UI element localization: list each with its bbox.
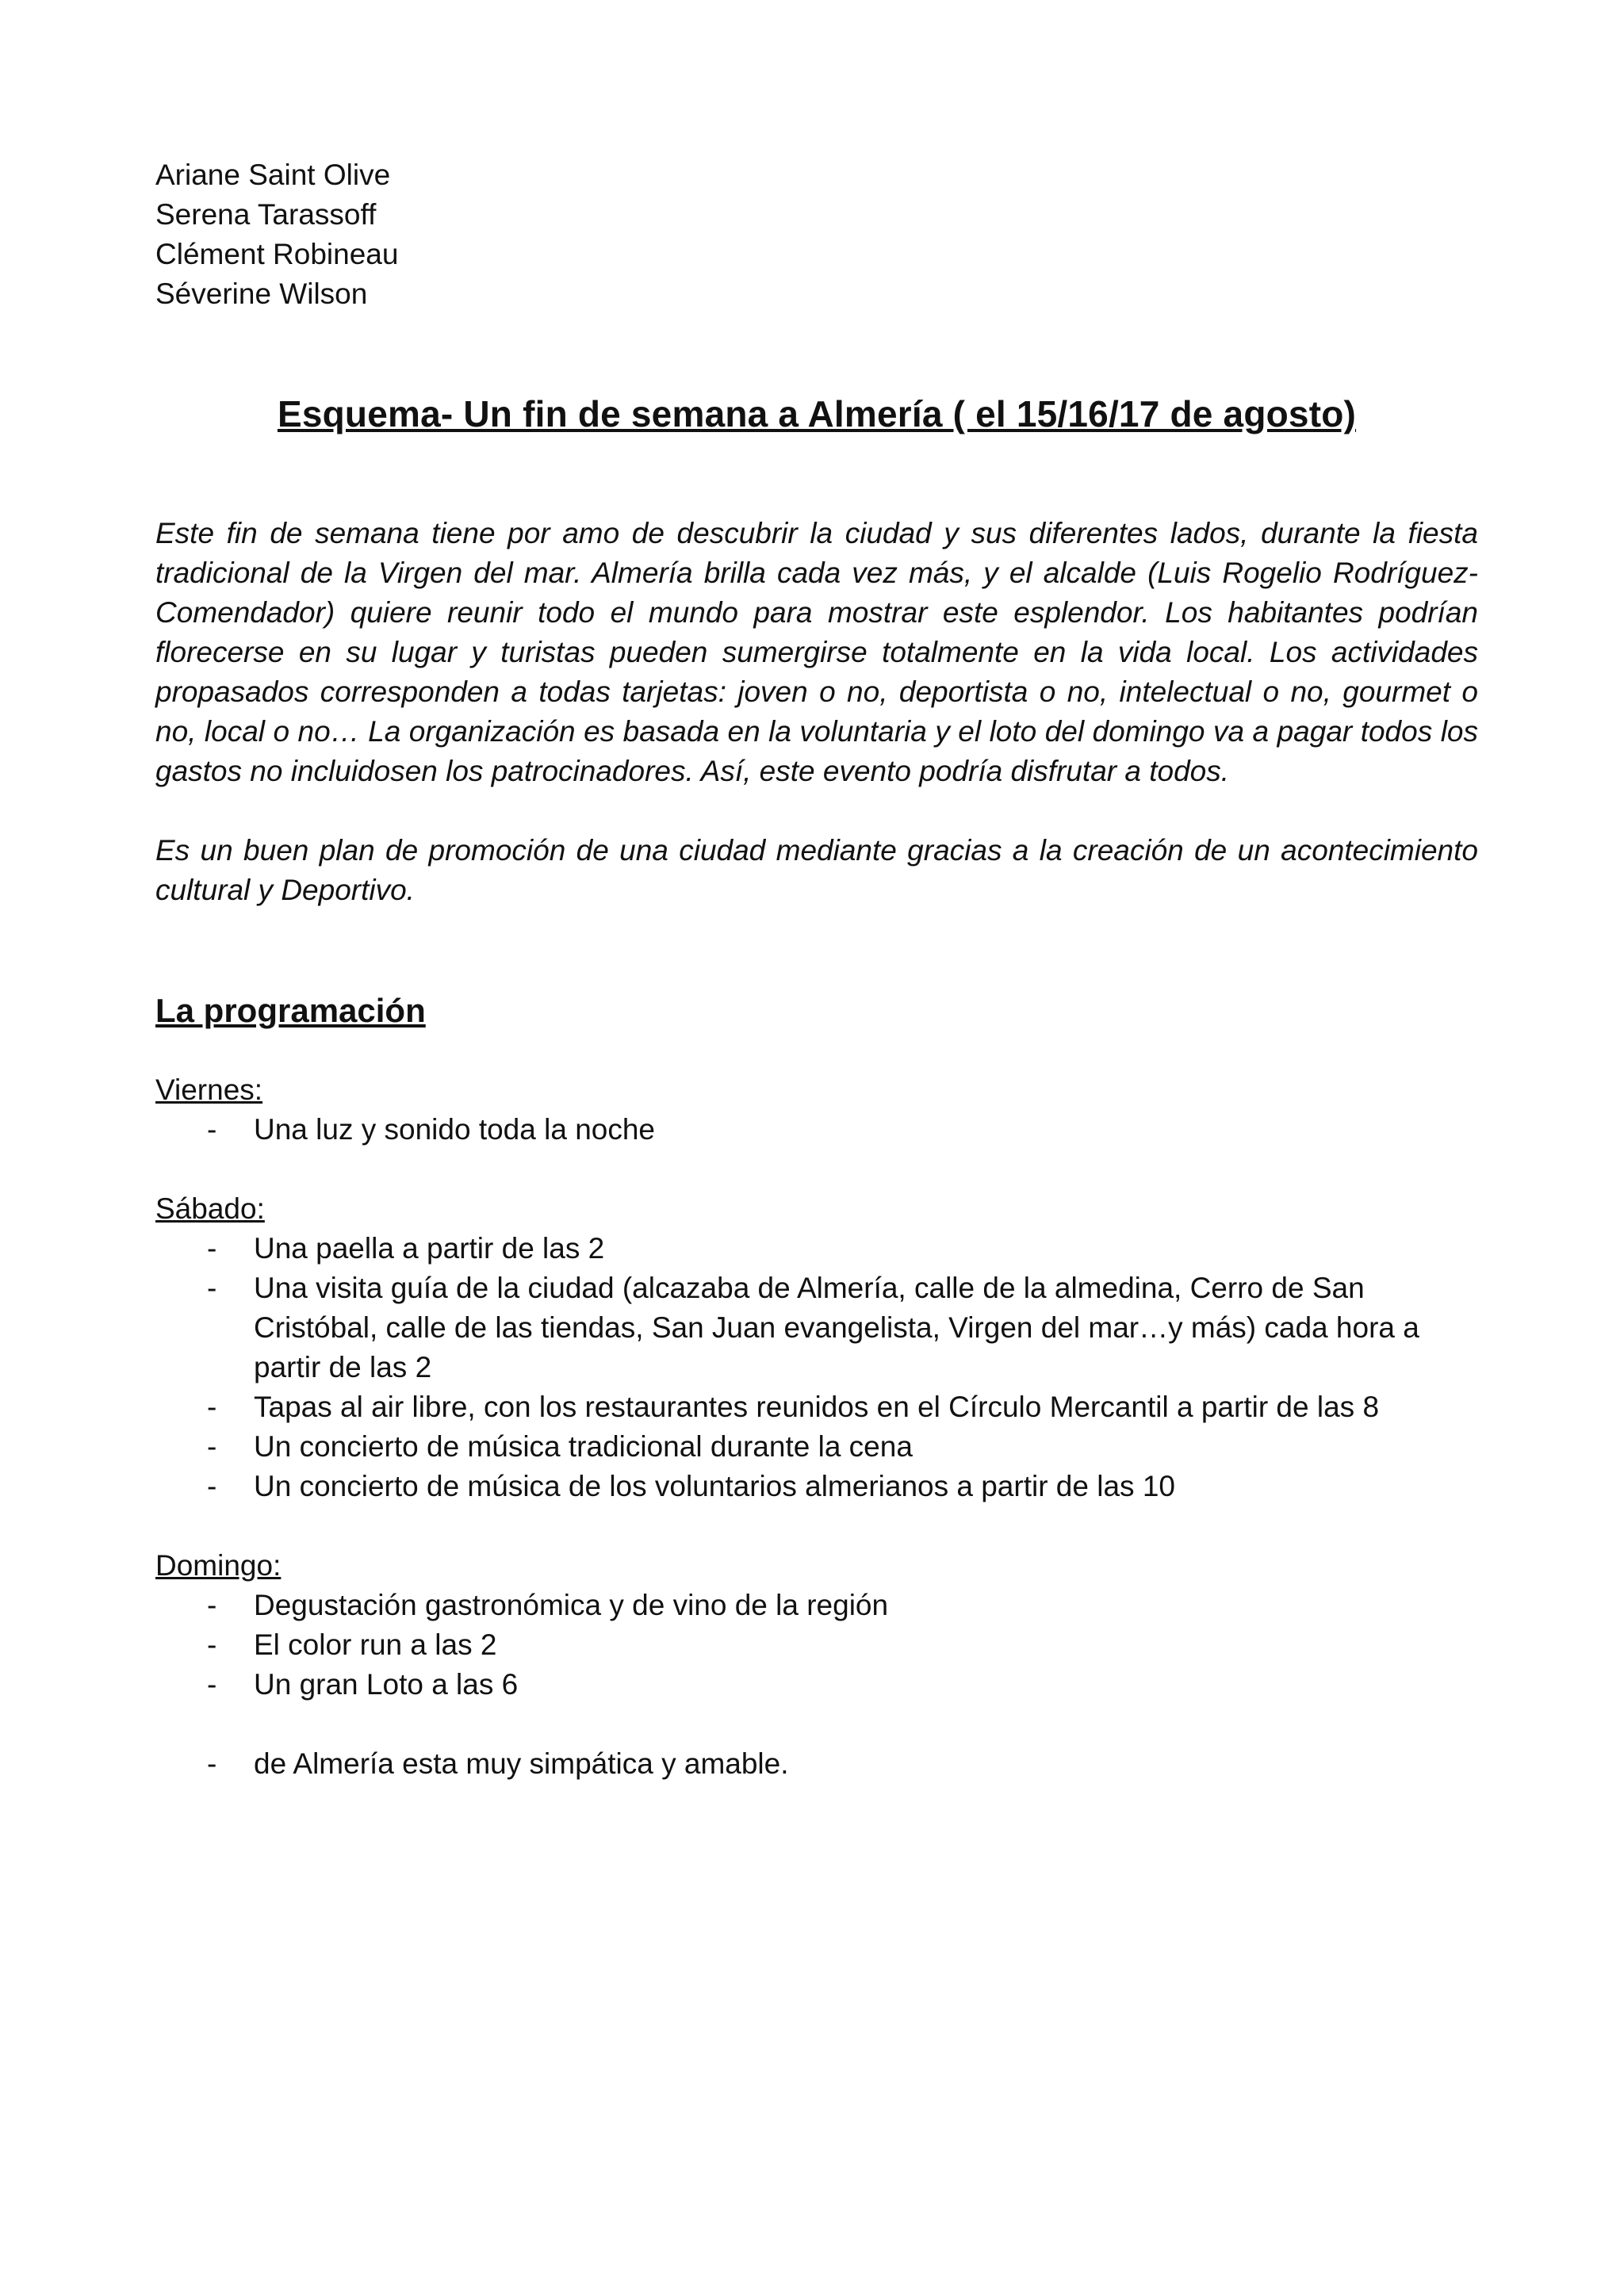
day-title: Sábado: xyxy=(155,1192,265,1225)
bullet-dash: - xyxy=(207,1113,217,1146)
intro-paragraph: Es un buen plan de promoción de una ciudad mediante gracias a la creación de un acontecimiento cultural y Deportivo. xyxy=(155,834,1478,906)
author-list xyxy=(155,155,1478,314)
bullet-dash: - xyxy=(207,1589,217,1621)
activity-item xyxy=(155,1744,1478,1784)
activity-list xyxy=(155,1110,1478,1150)
activity-text: Una visita guía de la ciudad (alcazaba de Almería, calle de la almedina, Cerro de San Cristóbal, calle de las tiendas, San Juan evangelista, Virgen del mar…y más) cada hora a partir de las 2 xyxy=(254,1272,1419,1383)
activity-text: Tapas al air libre, con los restaurantes reunidos en el Círculo Mercantil a partir de las 8 xyxy=(254,1391,1380,1423)
extra-list xyxy=(155,1744,1478,1784)
author-name: Séverine Wilson xyxy=(155,277,368,310)
activity-item xyxy=(155,1427,1478,1467)
activity-text: Degustación gastronómica y de vino de la región xyxy=(254,1589,889,1621)
author-name: Serena Tarassoff xyxy=(155,198,377,231)
intro-section xyxy=(155,514,1478,910)
activity-text: Un gran Loto a las 6 xyxy=(254,1668,519,1701)
activity-list xyxy=(155,1586,1478,1705)
bullet-dash: - xyxy=(207,1470,217,1502)
day-domingo xyxy=(155,1546,1478,1705)
intro-paragraph: Este fin de semana tiene por amo de descubrir la ciudad y sus diferentes lados, durante la fiesta tradicional de la Virgen del mar. Almería brilla cada vez más, y el alcalde (Luis Rogelio Rodríguez-Comendador) quiere reunir todo el mundo para mostrar este esplendor. Los habitantes podrían florecerse en su lugar y turistas pueden sumergirse totalmente en la vida local. Los actividades propasados corresponden a todas tarjetas: joven o no, deportista o no, intelectual o no, gourmet o no, local o no… La organización es basada en la voluntaria y el loto del domingo va a pagar todos los gastos no incluidosen los patrocinadores. Así, este evento podría disfrutar a todos. xyxy=(155,517,1478,787)
activity-item xyxy=(155,1467,1478,1506)
activity-item xyxy=(155,1110,1478,1150)
activity-item xyxy=(155,1229,1478,1269)
activity-text: Una paella a partir de las 2 xyxy=(254,1232,605,1265)
day-viernes xyxy=(155,1070,1478,1150)
activity-item xyxy=(155,1269,1478,1387)
activity-text: de Almería esta muy simpática y amable. xyxy=(254,1747,789,1780)
day-title: Domingo: xyxy=(155,1549,282,1582)
author-name: Ariane Saint Olive xyxy=(155,159,391,191)
activity-text: El color run a las 2 xyxy=(254,1628,497,1661)
bullet-dash: - xyxy=(207,1391,217,1423)
bullet-dash: - xyxy=(207,1430,217,1463)
bullet-dash: - xyxy=(207,1747,217,1780)
activity-text: Un concierto de música tradicional durante la cena xyxy=(254,1430,913,1463)
activity-text: Un concierto de música de los voluntarios almerianos a partir de las 10 xyxy=(254,1470,1175,1502)
activity-item xyxy=(155,1586,1478,1625)
bullet-dash: - xyxy=(207,1232,217,1265)
day-title: Viernes: xyxy=(155,1073,263,1106)
program-heading: La programación xyxy=(155,992,426,1029)
author-name: Clément Robineau xyxy=(155,238,399,270)
day-sabado xyxy=(155,1189,1478,1506)
document-body xyxy=(155,155,1478,1784)
activity-item xyxy=(155,1625,1478,1665)
activity-item xyxy=(155,1665,1478,1705)
bullet-dash: - xyxy=(207,1628,217,1661)
activity-text: Una luz y sonido toda la noche xyxy=(254,1113,656,1146)
bullet-dash: - xyxy=(207,1668,217,1701)
activity-list xyxy=(155,1229,1478,1506)
document-title: Esquema- Un fin de semana a Almería ( el 15/16/17 de agosto) xyxy=(277,393,1357,434)
activity-item xyxy=(155,1387,1478,1427)
bullet-dash: - xyxy=(207,1272,217,1304)
